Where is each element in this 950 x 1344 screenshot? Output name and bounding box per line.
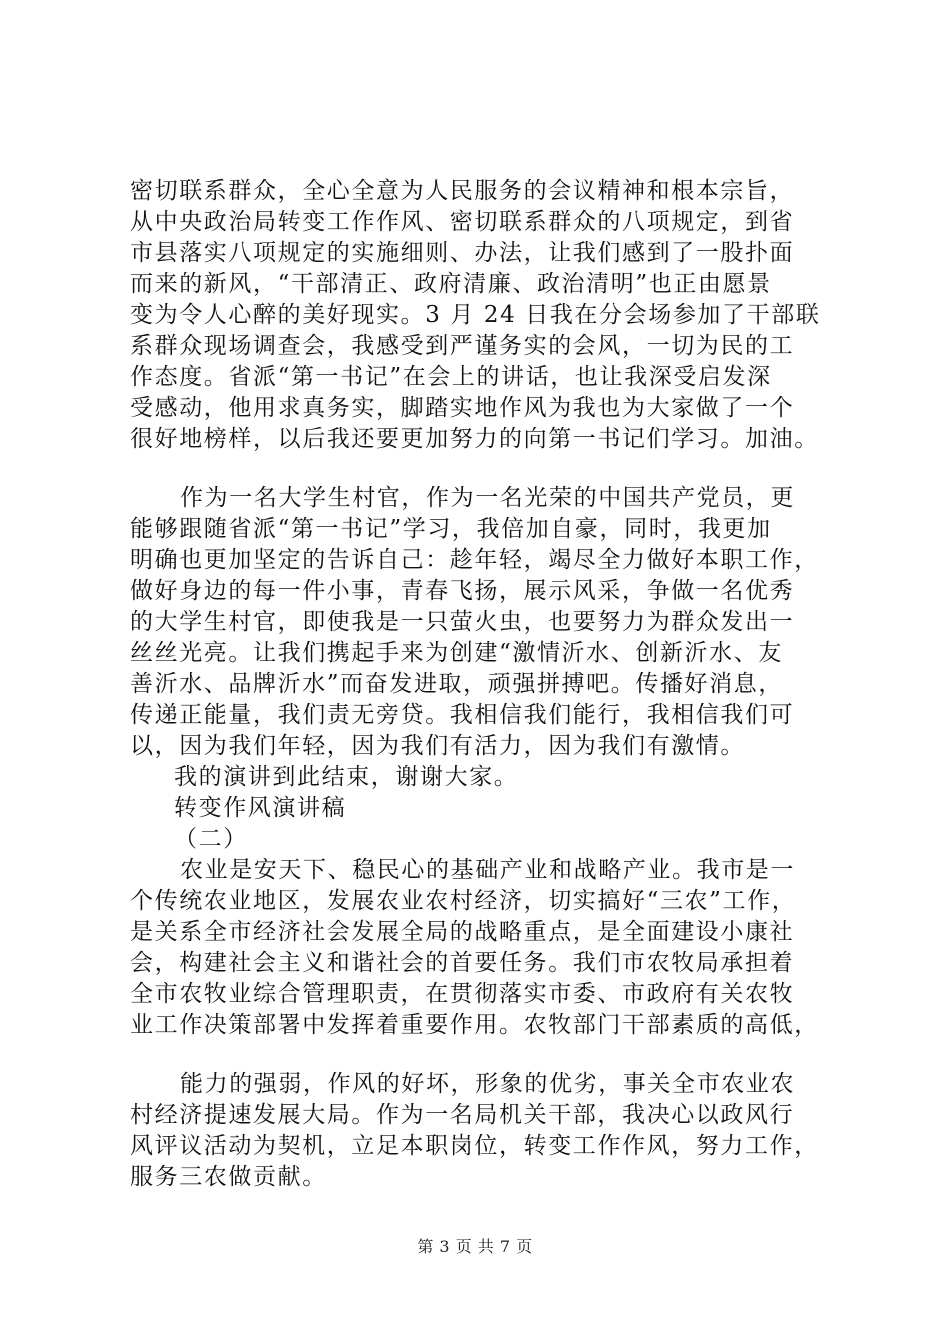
para2-line-6: 丝丝光亮。让我们携起手来为创建“激情沂水、创新沂水、友 bbox=[130, 640, 783, 666]
section-heading: 转变作风演讲稿 bbox=[174, 795, 347, 821]
para3-line-3: 是关系全市经济社会发展全局的战略重点，是全面建设小康社 bbox=[130, 919, 795, 945]
para1-line-7: 作态度。省派“第一书记”在会上的讲话，也让我深受启发深 bbox=[130, 364, 772, 390]
para2-line-3: 明确也更加坚定的告诉自己：趁年轻，竭尽全力做好本职工作， bbox=[130, 547, 819, 573]
para2-line-4: 做好身边的每一件小事，青春飞扬，展示风采，争做一名优秀 bbox=[130, 578, 795, 604]
para2-line-5: 的大学生村官，即使我是一只萤火虫，也要努力为群众发出一 bbox=[130, 609, 795, 635]
para1-line-8: 受感动，他用求真务实，脚踏实地作风为我也为大家做了一个 bbox=[130, 395, 795, 421]
para1-line-9: 很好地榜样，以后我还要更加努力的向第一书记们学习。加油。 bbox=[130, 426, 819, 452]
page-number-footer: 第 3 页 共 7 页 bbox=[417, 1237, 533, 1256]
para1-line-3: 市县落实八项规定的实施细则、办法，让我们感到了一股扑面 bbox=[130, 240, 795, 266]
para3-line-2: 个传统农业地区，发展农业农村经济，切实搞好“三农”工作， bbox=[130, 888, 797, 914]
para1-line-1: 密切联系群众，全心全意为人民服务的会议精神和根本宗旨， bbox=[130, 178, 795, 204]
para4-line-3: 风评议活动为契机，立足本职岗位，转变工作作风，努力工作， bbox=[130, 1133, 819, 1159]
para3-line-4: 会，构建社会主义和谐社会的首要任务。我们市农牧局承担着 bbox=[130, 950, 795, 976]
para1-line-5: 变为令人心醉的美好现实。3 月 24 日我在分会场参加了干部联 bbox=[130, 302, 821, 328]
para1-line-6: 系群众现场调查会，我感受到严谨务实的会风，一切为民的工 bbox=[130, 333, 795, 359]
para1-line-4: 而来的新风，“干部清正、政府清廉、政治清明”也正由愿景 bbox=[130, 271, 772, 297]
para2-line-7: 善沂水、品牌沂水”而奋发进取，顽强拼搏吧。传播好消息， bbox=[130, 671, 783, 697]
para4-line-2: 村经济提速发展大局。作为一名局机关干部，我决心以政风行 bbox=[130, 1102, 795, 1128]
para1-line-2: 从中央政治局转变工作作风、密切联系群众的八项规定，到省 bbox=[130, 209, 795, 235]
para2-line-9: 以，因为我们年轻，因为我们有活力，因为我们有激情。 bbox=[130, 733, 745, 759]
para4-line-1: 能力的强弱，作风的好坏，形象的优劣，事关全市农业农 bbox=[180, 1071, 795, 1097]
para3-line-6: 业工作决策部署中发挥着重要作用。农牧部门干部素质的高低， bbox=[130, 1012, 819, 1038]
para3-line-1: 农业是安天下、稳民心的基础产业和战略产业。我市是一 bbox=[180, 857, 795, 883]
para2-line-1: 作为一名大学生村官，作为一名光荣的中国共产党员，更 bbox=[180, 485, 795, 511]
para2-line-8: 传递正能量，我们责无旁贷。我相信我们能行，我相信我们可 bbox=[130, 702, 795, 728]
para2-line-2: 能够跟随省派“第一书记”学习，我倍加自豪，同时，我更加 bbox=[130, 516, 772, 542]
para4-line-4: 服务三农做贡献。 bbox=[130, 1164, 327, 1190]
closing-line: 我的演讲到此结束，谢谢大家。 bbox=[174, 764, 519, 790]
para3-line-5: 全市农牧业综合管理职责，在贯彻落实市委、市政府有关农牧 bbox=[130, 981, 795, 1007]
section-subheading: （二） bbox=[174, 826, 248, 852]
